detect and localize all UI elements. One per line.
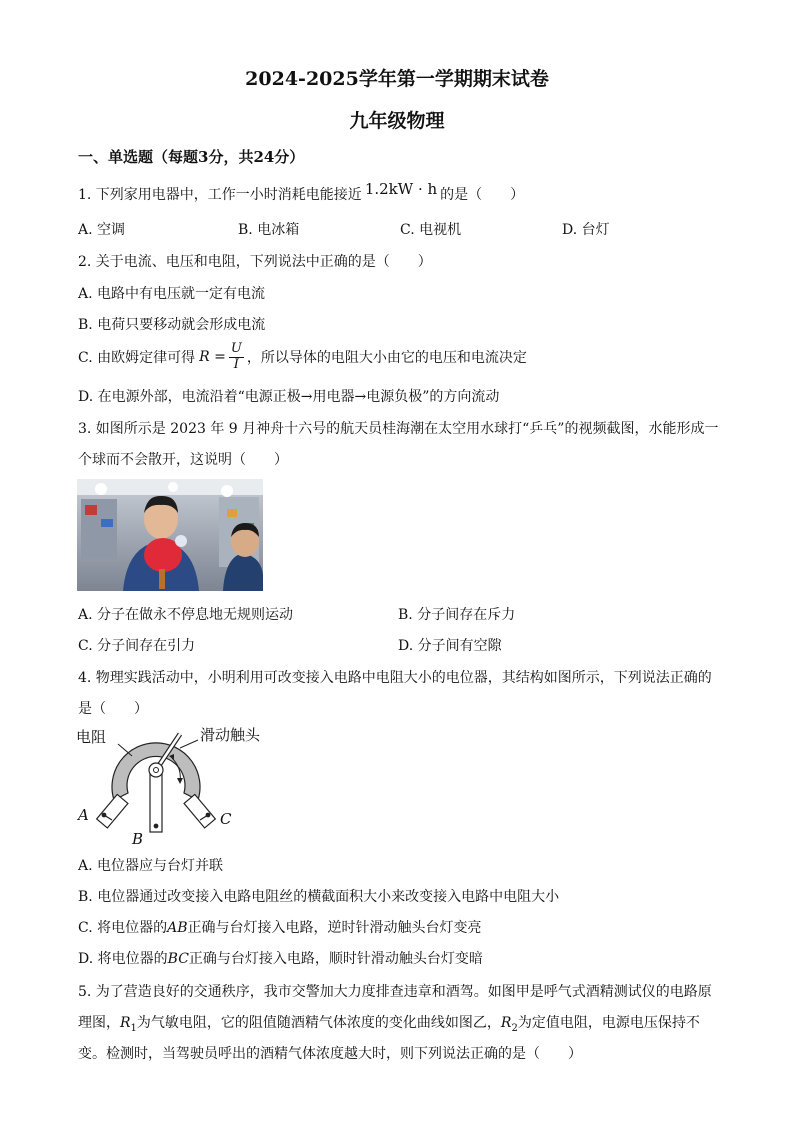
q3-option-d[interactable]: D. 分子间有空隙 (398, 638, 502, 654)
r2-symbol: R (500, 1015, 512, 1031)
q1-option-d[interactable]: D. 台灯 (562, 222, 610, 238)
q5-text-a: 理图， (78, 1015, 120, 1031)
astronaut-photo-illustration (77, 479, 263, 591)
ohm-fraction (229, 342, 244, 372)
exam-subtitle: 九年级物理 (349, 110, 445, 132)
q4-option-d-term: BC (167, 951, 189, 967)
label-terminal-b: B (132, 830, 144, 848)
q5-text-b: 为气敏电阻，它的阻值随酒精气体浓度的变化曲线如图乙， (136, 1015, 501, 1031)
q1-option-a[interactable]: A. 空调 (78, 222, 126, 238)
question-1-text: 1. 下列家用电器中，工作一小时消耗电能接近 (78, 187, 362, 203)
question-3-stem-line1: 3. 如图所示是 2023 年 9 月神舟十六号的航天员桂海潮在太空用水球打“乒乓”的视频截图，水能形成一 (78, 421, 719, 437)
fraction-numerator: U (230, 341, 242, 357)
q4-option-a[interactable]: A. 电位器应与台灯并联 (78, 858, 224, 874)
potentiometer-diagram (76, 722, 276, 852)
q1-option-c[interactable]: C. 电视机 (400, 222, 462, 238)
q4-option-d-text-end: 正确与台灯接入电路，顺时针滑动触头台灯变暗 (188, 951, 483, 967)
q2-option-c-text-end: ，所以导体的电阻大小由它的电压和电流决定 (246, 350, 527, 366)
q2-option-c-text: C. 由欧姆定律可得 (78, 350, 196, 366)
q4-option-c-text: C. 将电位器的 (78, 920, 168, 936)
formula-lhs: R = (199, 349, 226, 365)
question-5-stem-line3: 变。检测时，当驾驶员呼出的酒精气体浓度越大时，则下列说法正确的是（ ） (78, 1046, 582, 1062)
question-5-stem-line2 (78, 1012, 700, 1034)
energy-value: 1.2kW · h (364, 180, 438, 198)
q5-text-c: 为定值电阻，电源电压保持不 (517, 1015, 700, 1031)
q2-option-a[interactable]: A. 电路中有电压就一定有电流 (78, 286, 266, 302)
q3-option-c[interactable]: C. 分子间存在引力 (78, 638, 196, 654)
label-slider: 滑动触头 (200, 726, 261, 744)
question-1-text-end: 的是（ ） (440, 187, 525, 203)
q4-option-b[interactable]: B. 电位器通过改变接入电路电阻丝的横截面积大小来改变接入电路中电阻大小 (78, 889, 560, 905)
question-2-stem: 2. 关于电流、电压和电阻，下列说法中正确的是（ ） (78, 254, 432, 270)
question-4-stem-line2: 是（ ） (78, 701, 148, 717)
question-5-stem-line1: 5. 为了营造良好的交通秩序，我市交警加大力度排查违章和酒驾。如图甲是呼气式酒精测试仪的电路原 (78, 984, 712, 1000)
r1-subscript: 1 (130, 1022, 137, 1034)
q1-option-b[interactable]: B. 电冰箱 (238, 222, 300, 238)
q3-option-b[interactable]: B. 分子间存在斥力 (398, 607, 516, 623)
label-terminal-a: A (78, 806, 89, 824)
question-1-stem (78, 180, 525, 204)
q2-option-d[interactable]: D. 在电源外部，电流沿着“电源正极→用电器→电源负极”的方向流动 (78, 389, 500, 405)
exam-title: 2024-2025学年第一学期期末试卷 (245, 68, 549, 90)
q2-option-b[interactable]: B. 电荷只要移动就会形成电流 (78, 317, 266, 333)
section-heading: 一、单选题（每题3分，共24分） (78, 148, 305, 166)
question-4-stem-line1: 4. 物理实践活动中，小明利用可改变接入电路中电阻大小的电位器，其结构如图所示，下列说法正确的 (78, 670, 712, 686)
label-terminal-c: C (220, 810, 232, 828)
label-resistor: 电阻 (76, 728, 107, 746)
q4-option-c-term: AB (167, 920, 188, 936)
q2-option-c[interactable] (78, 340, 527, 374)
q4-option-d[interactable] (78, 948, 483, 968)
r1-symbol: R (120, 1015, 131, 1031)
q4-option-d-text: D. 将电位器的 (78, 951, 168, 967)
q4-option-c[interactable] (78, 917, 482, 937)
astronaut-photo (77, 479, 263, 591)
r2-subscript: 2 (511, 1022, 518, 1034)
q4-option-c-text-end: 正确与台灯接入电路，逆时针滑动触头台灯变亮 (187, 920, 482, 936)
question-3-stem-line2: 个球而不会散开，这说明（ ） (78, 452, 288, 468)
q3-option-a[interactable]: A. 分子在做永不停息地无规则运动 (78, 607, 294, 623)
fraction-denominator: I (233, 356, 239, 372)
